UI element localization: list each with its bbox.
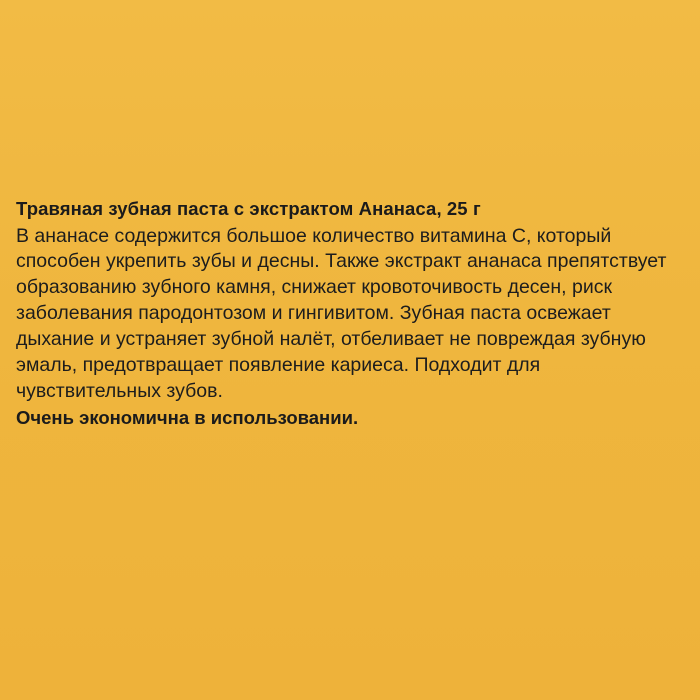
- economy-note: Очень экономична в использовании.: [16, 407, 359, 429]
- label-text-block: [16, 198, 684, 430]
- description-paragraph: В ананасе содержится большое количество витамина C, который способен укрепить зубы и десны. Также экстракт ананаса препятствует образованию зубного камня, снижает кровоточивость десен, риск заболевания пародонтозом и гингивитом. Зубная паста освежает дыхание и устраняет зубной налёт, отбеливает не повреждая зубную эмаль, предотвращает появление кариеса. Подходит для чувствительных зубов.: [16, 224, 667, 402]
- product-title: Травяная зубная паста с экстрактом Ананаса, 25 г: [16, 198, 481, 219]
- product-description: [16, 224, 684, 405]
